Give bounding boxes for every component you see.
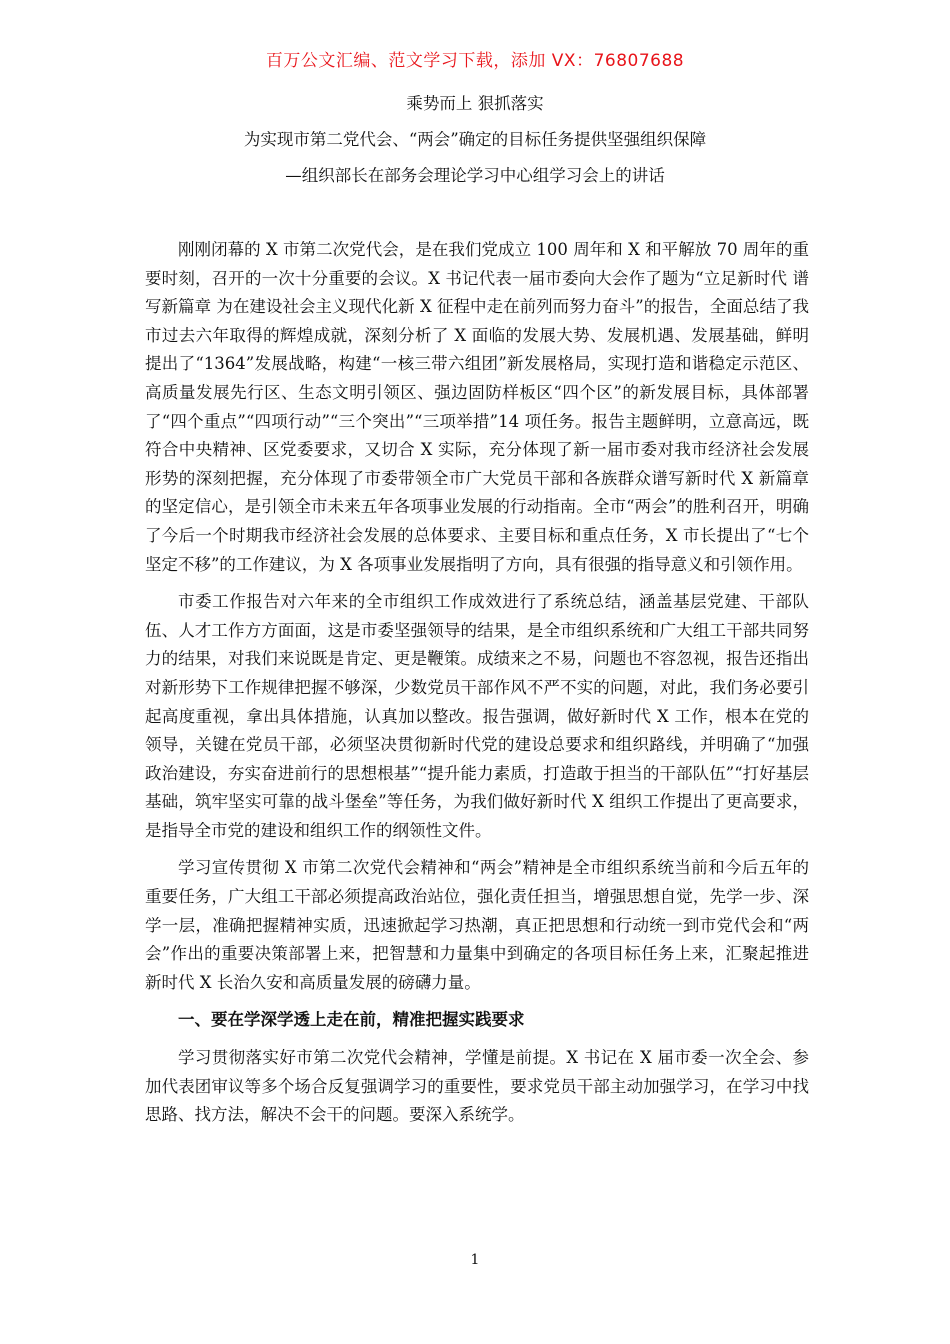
document-subtitle: 为实现市第二党代会、“两会”确定的目标任务提供坚强组织保障: [243, 130, 707, 149]
body-paragraph: 学习贯彻落实好市第二次党代会精神，学懂是前提。X 书记在 X 届市委一次全会、参加代表团审议等多个场合反复强调学习的重要性，要求党员干部主动加强学习，在学习中找思路、找方法，解决不会干的问题。要深入系统学。: [145, 1048, 809, 1125]
page-number: 1: [470, 1252, 480, 1268]
body-paragraph: 市委工作报告对六年来的全市组织工作成效进行了系统总结，涵盖基层党建、干部队伍、人才工作方方面面，这是市委坚强领导的结果，是全市组织系统和广大组工干部共同努力的结果，对我们来说既是肯定、更是鞭策。成绩来之不易，问题也不容忽视，报告还指出对新形势下工作规律把握不够深，少数党员干部作风不严不实的问题，对此，我们务必要引起高度重视，拿出具体措施，认真加以整改。报告强调，做好新时代 X 工作，根本在党的领导，关键在党员干部，必须坚决贯彻新时代党的建设总要求和组织路线，并明确了“加强政治建设，夯实奋进前行的思想根基”“提升能力素质，打造敢于担当的干部队伍”“打好基层基础，筑牢坚实可靠的战斗堡垒”等任务，为我们做好新时代 X 组织工作提出了更高要求，是指导全市党的建设和组织工作的纲领性文件。: [145, 592, 809, 840]
document-title: 乘势而上 狠抓落实: [406, 94, 544, 113]
body-paragraph: 刚刚闭幕的 X 市第二次党代会，是在我们党成立 100 周年和 X 和平解放 70 周年的重要时刻，召开的一次十分重要的会议。X 书记代表一届市委向大会作了题为“立足新时代 谱写新篇章 为在建设社会主义现代化新 X 征程中走在前列而努力奋斗”的报告，全面总结了我市过去六年取得的辉煌成就，深刻分析了 X 面临的发展大势、发展机遇、发展基础，鲜明提出了“1364”发展战略，构建“一核三带六组团”新发展格局，实现打造和谐稳定示范区、高质量发展先行区、生态文明引领区、强边固防样板区“四个区”的新发展目标，具体部署了“四个重点”“四项行动”“三个突出”“三项举措”14 项任务。报告主题鲜明，立意高远，既符合中央精神、区党委要求，又切合 X 实际，充分体现了新一届市委对我市经济社会发展形势的深刻把握，充分体现了市委带领全市广大党员干部和各族群众谱写新时代 X 新篇章的坚定信心，是引领全市未来五年各项事业发展的行动指南。全市“两会”的胜利召开，明确了今后一个时期我市经济社会发展的总体要求、主要目标和重点任务，X 市长提出了“七个坚定不移”的工作建议，为 X 各项事业发展指明了方向，具有很强的指导意义和引领作用。: [145, 240, 809, 574]
document-body: [145, 236, 809, 1139]
promo-banner: 百万公文汇编、范文学习下载，添加 VX：76807688: [265, 51, 685, 71]
document-speech-caption: —组织部长在部务会理论学习中心组学习会上的讲话: [285, 166, 665, 185]
body-paragraph: 学习宣传贯彻 X 市第二次党代会精神和“两会”精神是全市组织系统当前和今后五年的重要任务，广大组工干部必须提高政治站位，强化责任担当，增强思想自觉，先学一步、深学一层，准确把握精神实质，迅速掀起学习热潮，真正把思想和行动统一到市党代会和“两会”作出的重要决策部署上来，把智慧和力量集中到确定的各项目标任务上来，汇聚起推进新时代 X 长治久安和高质量发展的磅礴力量。: [145, 858, 809, 992]
document-title-block: [0, 86, 950, 194]
section-heading: 一、要在学深学透上走在前，精准把握实践要求: [178, 1010, 525, 1030]
